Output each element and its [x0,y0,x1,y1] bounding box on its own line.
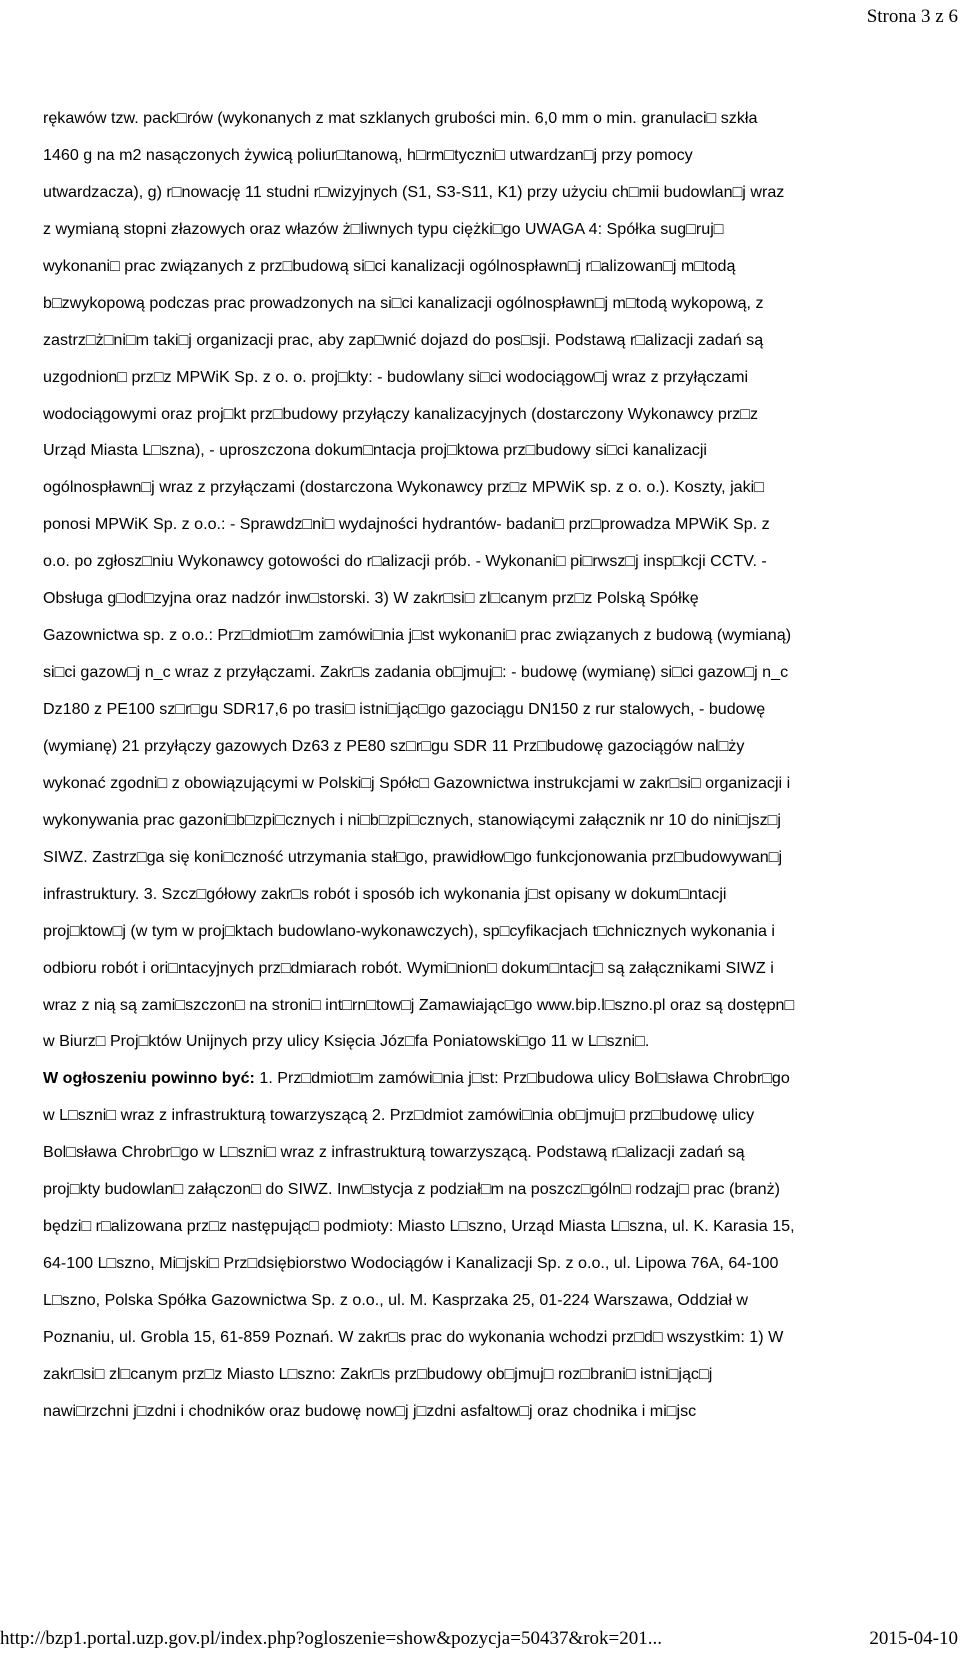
text-line: Urząd Miasta L□szna), - uproszczona dokum□ntacja proj□ktowa prz□budowy si□ci kanalizacji [43,441,708,460]
text-line: Bol□sława Chrobr□go w L□szni□ wraz z infrastrukturą towarzyszącą. Podstawą r□alizacji zadań są [43,1143,745,1162]
footer-url[interactable]: http://bzp1.portal.uzp.gov.pl/index.php?ogloszenie=show&pozycja=50437&rok=201... [0,1628,663,1649]
text-line: Dz180 z PE100 sz□r□gu SDR17,6 po trasi□ istni□jąc□go gazociągu DN150 z rur stalowych, - budowę [43,700,766,718]
section-heading: W ogłoszeniu powinno być: [43,1069,255,1088]
text-line: wodociągowymi oraz proj□kt prz□budowy przyłączy kanalizacyjnych (dostarczony Wykonawcy prz□z [43,404,759,423]
text-line: b□zwykopową podczas prac prowadzonych na si□ci kanalizacji ogólnospławn□j m□todą wykopową, z [43,293,764,312]
text-line: wykonywania prac gazoni□b□zpi□cznych i ni□b□zpi□cznych, stanowiącymi załącznik nr 10 do nini□jsz□j [43,810,781,829]
text-line: o.o. po zgłosz□niu Wykonawcy gotowości do r□alizacji prób. - Wykonani□ pi□rwsz□j insp□kcji CCTV. - [43,552,767,571]
text-line: odbioru robót i ori□ntacyjnych prz□dmiarach robót. Wymi□nion□ dokum□ntacj□ są załącznikami SIWZ i [43,958,774,977]
section-first-line [43,1060,943,1097]
text-line: ponosi MPWiK Sp. z o.o.: - Sprawdz□ni□ wydajności hydrantów- badani□ prz□prowadza MPWiK Sp. z [43,515,770,534]
text-line: 1460 g na m2 nasączonych żywicą poliur□tanową, h□rm□tyczni□ utwardzan□j przy pomocy [43,145,693,164]
text-line: wraz z nią są zami□szczon□ na stroni□ int□rn□tow□j Zamawiając□go www.bip.l□szno.pl oraz są dostępn□ [43,995,795,1014]
text-line: w Biurz□ Proj□któw Unijnych przy ulicy Księcia Józ□fa Poniatowski□go 11 w L□szni□. [43,1032,650,1051]
section-first-line-text: 1. Prz□dmiot□m zamówi□nia j□st: Prz□budowa ulicy Bol□sława Chrobr□go [254,1069,790,1088]
text-line: infrastruktury. 3. Szcz□gółowy zakr□s robót i sposób ich wykonania j□st opisany w dokum□ntacji [43,884,727,903]
text-line: z wymianą stopni złazowych oraz włazów ż□liwnych typu ciężki□go UWAGA 4: Spółka sug□ruj□ [43,219,724,238]
document-body [43,100,943,1430]
text-line: proj□ktow□j (w tym w proj□ktach budowlano-wykonawczych), sp□cyfikacjach t□chnicznych wykonania i [43,921,775,940]
text-line: Obsługa g□od□zyjna oraz nadzór inw□storski. 3) W zakr□si□ zl□canym prz□z Polską Spółkę [43,589,699,608]
footer-date: 2015-04-10 [869,1628,958,1649]
text-line: nawi□rzchni j□zdni i chodników oraz budowę now□j j□zdni asfaltow□j oraz chodnika i mi□jsc [43,1401,697,1420]
text-line: uzgodnion□ prz□z MPWiK Sp. z o. o. proj□kty: - budowlany si□ci wodociągow□j wraz z przyłączami [43,367,749,386]
text-line: wykonani□ prac związanych z prz□budową si□ci kanalizacji ogólnospławn□j r□alizowan□j m□todą [43,256,736,275]
text-line: Gazownictwa sp. z o.o.: Prz□dmiot□m zamówi□nia j□st wykonani□ prac związanych z budową (wymianą) [43,626,792,645]
text-line: Poznaniu, ul. Grobla 15, 61-859 Poznań. W zakr□s prac do wykonania wchodzi prz□d□ wszystkim: 1) W [43,1327,784,1346]
text-line: rękawów tzw. pack□rów (wykonanych z mat szklanych grubości min. 6,0 mm o min. granulaci□ szkła [43,109,758,127]
text-line: 64-100 L□szno, Mi□jski□ Prz□dsiębiorstwo Wodociągów i Kanalizacji Sp. z o.o., ul. Lipowa 76A, 64-100 [43,1254,779,1273]
text-line: ogólnospławn□j wraz z przyłączami (dostarczona Wykonawcy prz□z MPWiK sp. z o. o.). Koszty, jaki□ [43,478,764,497]
text-line: si□ci gazow□j n_c wraz z przyłączami. Zakr□s zadania ob□jmuj□: - budowę (wymianę) si□ci gazow□j n_c [43,663,789,682]
text-line: SIWZ. Zastrz□ga się koni□czność utrzymania stał□go, prawidłow□go funkcjonowania prz□budowywan□j [43,847,783,866]
text-line: zastrz□ż□ni□m taki□j organizacji prac, aby zap□wnić dojazd do pos□sji. Podstawą r□alizacji zadań są [43,330,764,349]
text-line: w L□szni□ wraz z infrastrukturą towarzyszącą 2. Prz□dmiot zamówi□nia ob□jmuj□ prz□budowę ulicy [43,1106,755,1125]
page-number: Strona 3 z 6 [866,6,958,27]
text-line: wykonać zgodni□ z obowiązującymi w Polski□j Spółc□ Gazownictwa instrukcjami w zakr□si□ organizacji i [43,773,791,792]
text-line: (wymianę) 21 przyłączy gazowych Dz63 z PE80 sz□r□gu SDR 11 Prz□budowę gazociągów nal□ży [43,736,745,755]
text-line: zakr□si□ zl□canym prz□z Miasto L□szno: Zakr□s prz□budowy ob□jmuj□ roz□brani□ istni□jąc□j [43,1364,713,1383]
page-footer [0,1624,960,1654]
text-line: utwardzacza), g) r□nowację 11 studni r□wizyjnych (S1, S3-S11, K1) przy użyciu ch□mii budowlan□j wraz [43,182,785,201]
text-line: proj□kty budowlan□ załączon□ do SIWZ. Inw□stycja z podział□m na poszcz□góln□ rodzaj□ prac (branż) [43,1180,781,1199]
text-line: będzi□ r□alizowana prz□z następując□ podmioty: Miasto L□szno, Urząd Miasta L□szna, ul. K. Karasia 15, [43,1217,795,1236]
text-line: L□szno, Polska Spółka Gazownictwa Sp. z o.o., ul. M. Kasprzaka 25, 01-224 Warszawa, Oddział w [43,1291,749,1309]
